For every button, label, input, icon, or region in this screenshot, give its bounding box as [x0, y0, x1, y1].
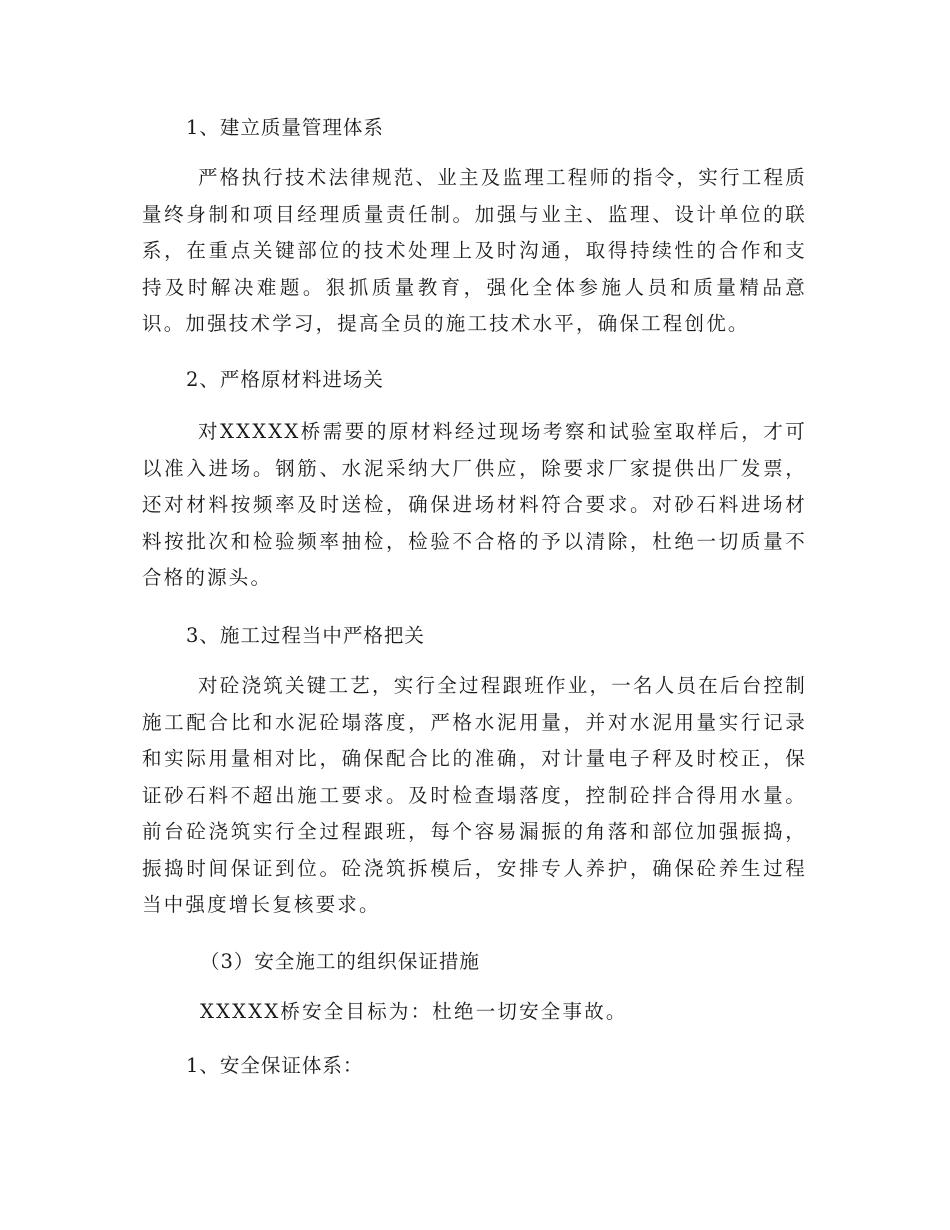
section-heading-quality-system: 1、建立质量管理体系	[186, 116, 384, 139]
paragraph-construction-process: 对砼浇筑关键工艺，实行全过程跟班作业，一名人员在后台控制施工配合比和水泥砼塌落度，严格水泥用量，并对水泥用量实行记录和实际用量相对比，确保配合比的准确，对计量电子秤及时校正，保证砂石料不超出施工要求。及时检查塌落度，控制砼拌合得用水量。前台砼浇筑实行全过程跟班，每个容易漏振的角落和部位加强振捣，振捣时间保证到位。砼浇筑拆模后，安排专人养护，确保砼养生过程当中强度增长复核要求。	[142, 674, 807, 916]
paragraph-quality-system: 严格执行技术法律规范、业主及监理工程师的指令，实行工程质量终身制和项目经理质量责任制。加强与业主、监理、设计单位的联系，在重点关键部位的技术处理上及时沟通，取得持续性的合作和支持及时解决难题。狠抓质量教育，强化全体参施人员和质量精品意识。加强技术学习，提高全员的施工技术水平，确保工程创优。	[142, 166, 807, 335]
section-heading-raw-materials: 2、严格原材料进场关	[186, 368, 384, 391]
paragraph-raw-materials: 对XXXXX桥需要的原材料经过现场考察和试验室取样后，才可以准入进场。钢筋、水泥采纳大厂供应，除要求厂家提供出厂发票，还对材料按频率及时送检，确保进场材料符合要求。对砂石料进场材料按批次和检验频率抽检，检验不合格的予以清除，杜绝一切质量不合格的源头。	[142, 420, 807, 589]
paragraph-safety-goal: XXXXX桥安全目标为：杜绝一切安全事故。	[200, 1000, 628, 1023]
section-heading-safety-system: 1、安全保证体系：	[186, 1054, 364, 1077]
section-heading-safety-measures: （3）安全施工的组织保证措施	[200, 950, 480, 973]
section-heading-construction-process: 3、施工过程当中严格把关	[186, 624, 425, 647]
